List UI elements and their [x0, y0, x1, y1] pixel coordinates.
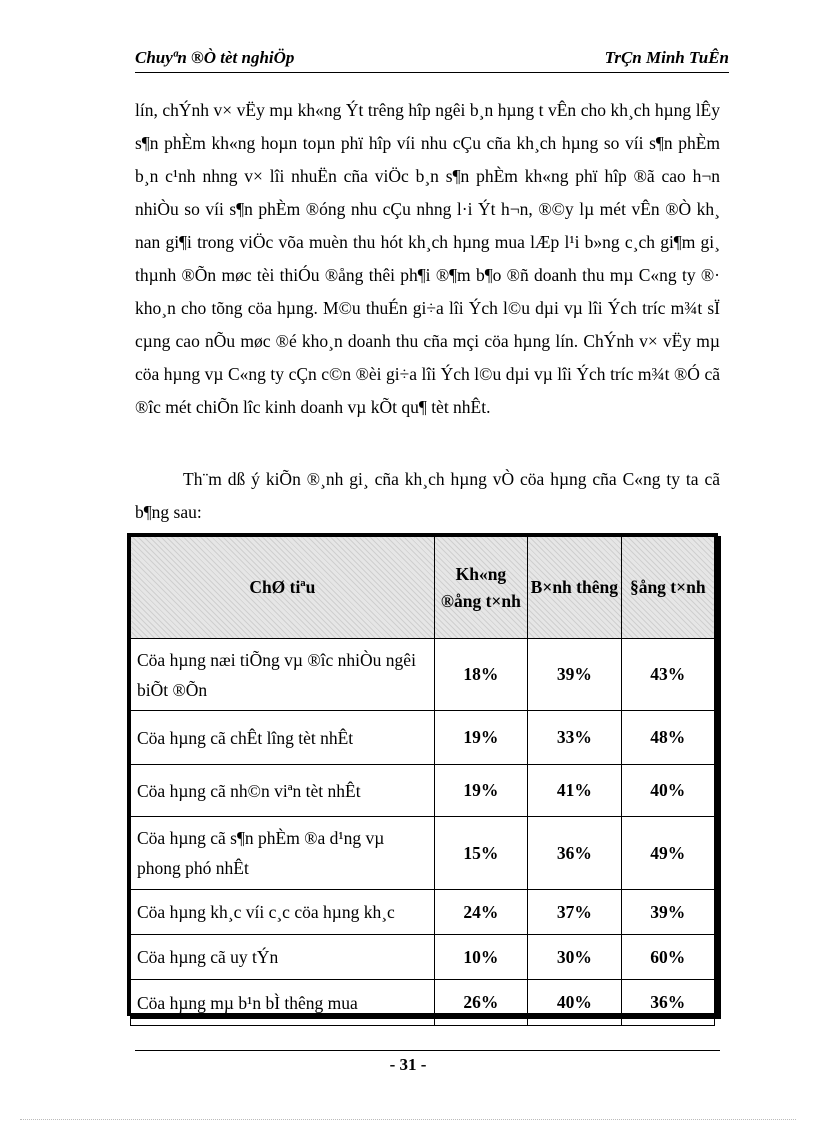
criterion-cell: Cöa hµng cã chÊt lîng tèt nhÊt	[131, 711, 435, 765]
neutral-cell: 33%	[528, 711, 621, 765]
table-row	[131, 890, 715, 935]
criterion-cell: Cöa hµng kh¸c víi c¸c cöa hµng kh¸c	[131, 890, 435, 935]
disagree-cell: 10%	[434, 935, 527, 980]
body-paragraph-1: lín, chÝnh v× vËy mµ kh«ng Ýt trêng hîp ngêi b¸n hµng t vÊn cho kh¸ch hµng lÊy s¶n phÈm kh«ng hoµn toµn phï hîp víi nhu cÇu cña kh¸ch hµng so víi s¶n phÈm b¸n c¹nh nhng v× lîi nhuËn cña viÖc b¸n s¶n phÈm kh«ng phï hîp ®ã cao h¬n nhiÒu so víi s¶n phÈm ®óng nhu cÇu nhng l·i Ýt h¬n, ®©y lµ mét vÊn ®Ò kh¸ nan gi¶i trong viÖc võa muèn thu hót kh¸ch hµng mua lÆp l¹i b»ng c¸ch gi¶m gi¸ thµnh ®Õn møc tèi thiÓu ®ång thêi ph¶i ®¶m b¶o ®ñ doanh thu mµ C«ng ty ®· kho¸n cho tõng cöa hµng. M©u thuÉn gi÷a lîi Ých l©u dµi vµ lîi Ých tríc m¾t sÏ cµng cao nÕu møc ®é kho¸n doanh thu cña mçi cöa hµng lín. ChÝnh v× vËy mµ cöa hµng vµ C«ng ty cÇn c©n ®èi gi÷a lîi Ých l©u dµi vµ lîi Ých tríc m¾t ®Ó cã ®îc mét chiÕn lîc kinh doanh vµ kÕt qu¶ tèt nhÊt.	[135, 100, 720, 417]
criterion-cell: Cöa hµng mµ b¹n bÌ thêng mua	[131, 980, 435, 1026]
agree-cell: 48%	[621, 711, 714, 765]
agree-cell: 43%	[621, 639, 714, 711]
footer-divider	[135, 1050, 720, 1051]
neutral-cell: 39%	[528, 639, 621, 711]
disagree-cell: 18%	[434, 639, 527, 711]
neutral-cell: 37%	[528, 890, 621, 935]
disagree-cell: 26%	[434, 980, 527, 1026]
header-title: Chuyªn ®Ò tèt nghiÖp	[135, 48, 295, 67]
table-row	[131, 935, 715, 980]
disagree-cell: 19%	[434, 711, 527, 765]
disagree-cell: 24%	[434, 890, 527, 935]
page-number: - 31 -	[389, 1055, 427, 1074]
header-criterion: ChØ tiªu	[131, 537, 435, 639]
survey-table	[127, 533, 718, 1016]
agree-cell: 36%	[621, 980, 714, 1026]
header-disagree: Kh«ng ®ång t×nh	[434, 537, 527, 639]
agree-cell: 60%	[621, 935, 714, 980]
criterion-cell: Cöa hµng cã nh©n viªn tèt nhÊt	[131, 765, 435, 817]
table-header-row	[131, 537, 715, 639]
neutral-cell: 40%	[528, 980, 621, 1026]
table-row	[131, 639, 715, 711]
criterion-cell: Cöa hµng cã s¶n phÈm ®a d¹ng vµ phong phó nhÊt	[131, 817, 435, 890]
header-author: TrÇn Minh TuÊn	[604, 48, 729, 67]
body-paragraph-2: Th¨m dß ý kiÕn ®¸nh gi¸ cña kh¸ch hµng vÒ cöa hµng cña C«ng ty ta cã b¶ng sau:	[135, 469, 720, 522]
agree-cell: 49%	[621, 817, 714, 890]
criterion-cell: Cöa hµng næi tiÕng vµ ®îc nhiÒu ngêi biÕt ®Õn	[131, 639, 435, 711]
agree-cell: 40%	[621, 765, 714, 817]
page-header	[135, 48, 729, 73]
table-row	[131, 711, 715, 765]
disagree-cell: 19%	[434, 765, 527, 817]
agree-cell: 39%	[621, 890, 714, 935]
header-agree: §ång t×nh	[621, 537, 714, 639]
criterion-cell: Cöa hµng cã uy tÝn	[131, 935, 435, 980]
disagree-cell: 15%	[434, 817, 527, 890]
table-row	[131, 817, 715, 890]
page-edge-divider	[20, 1119, 796, 1120]
header-neutral: B×nh thêng	[528, 537, 621, 639]
table-row	[131, 765, 715, 817]
neutral-cell: 36%	[528, 817, 621, 890]
neutral-cell: 30%	[528, 935, 621, 980]
neutral-cell: 41%	[528, 765, 621, 817]
table-row	[131, 980, 715, 1026]
